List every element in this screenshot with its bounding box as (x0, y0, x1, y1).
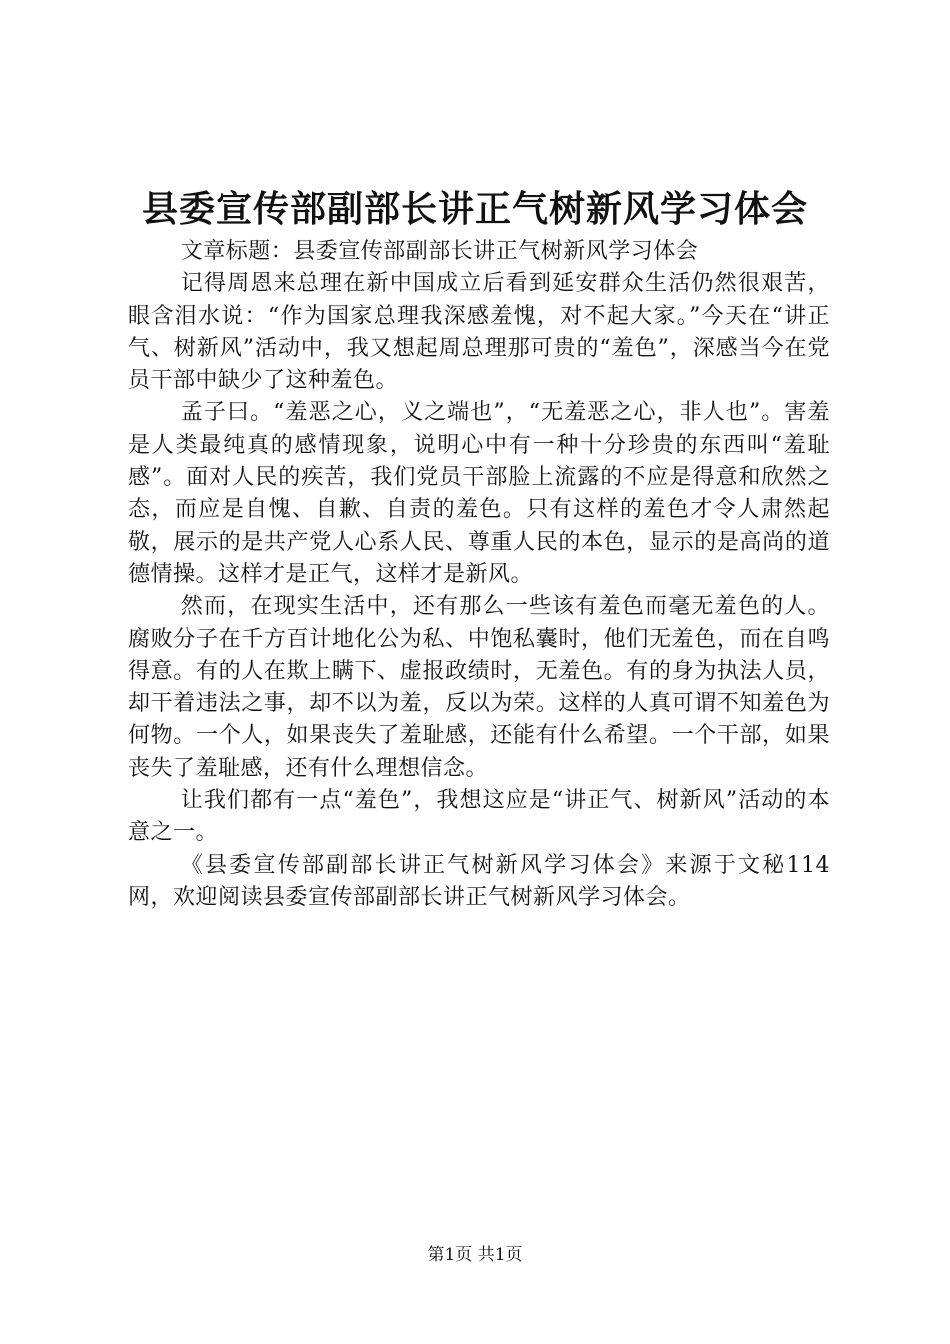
page-footer: 第1页 共1页 (427, 1245, 523, 1265)
paragraph-source: 《县委宣传部副部长讲正气树新风学习体会》来源于文秘114网，欢迎阅读县委宣传部副部长讲正气树新风学习体会。 (128, 852, 830, 910)
paragraph-article-title: 文章标题：县委宣传部副部长讲正气树新风学习体会 (180, 239, 699, 264)
paragraph-zhou-enlai: 记得周恩来总理在新中国成立后看到延安群众生活仍然很艰苦，眼含泪水说：“作为国家总理我深感羞愧，对不起大家。”今天在“讲正气、树新风”活动中，我又想起周总理那可贵的“羞色”，深感当今在党员干部中缺少了这种羞色。 (128, 271, 830, 394)
document-title: 县委宣传部副部长讲正气树新风学习体会 (141, 188, 808, 230)
document-body (128, 236, 830, 914)
paragraph-mencius: 孟子曰。“羞恶之心，义之端也”，“无羞恶之心，非人也”。害羞是人类最纯真的感情现象，说明心中有一种十分珍贵的东西叫“羞耻感”。面对人民的疾苦，我们党员干部脸上流露的不应是得意和欣然之态，而应是自愧、自歉、自责的羞色。只有这样的羞色才令人肃然起敬，展示的是共产党人心系人民、尊重人民的本色，显示的是高尚的道德情操。这样才是正气，这样才是新风。 (128, 400, 830, 587)
paragraph-reality: 然而，在现实生活中，还有那么一些该有羞色而毫无羞色的人。腐败分子在千方百计地化公为私、中饱私囊时，他们无羞色，而在自鸣得意。有的人在欺上瞒下、虚报政绩时，无羞色。有的身为执法人员，却干着违法之事，却不以为羞，反以为荣。这样的人真可谓不知羞色为何物。一个人，如果丧失了羞耻感，还能有什么希望。一个干部，如果丧失了羞耻感，还有什么理想信念。 (128, 594, 830, 781)
paragraph-conclusion: 让我们都有一点“羞色”，我想这应是“讲正气、树新风”活动的本意之一。 (128, 788, 830, 846)
